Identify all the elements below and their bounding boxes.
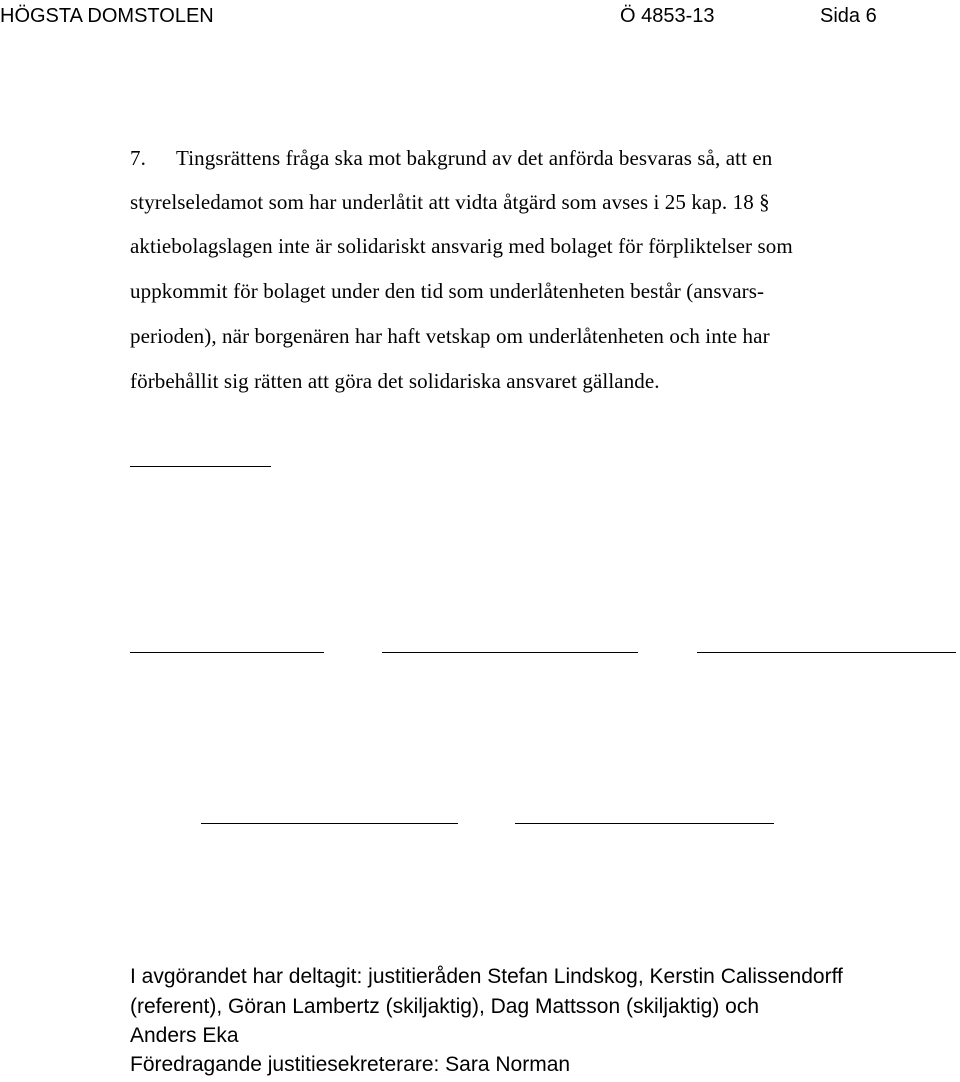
- footer-line: I avgörandet har deltagit: justitieråden Stefan Lindskog, Kerstin Calissendorff: [130, 965, 843, 988]
- paragraph-line: uppkommit för bolaget under den tid som underlåtenheten består (ansvars-: [130, 279, 765, 303]
- paragraph-number: 7.: [130, 146, 146, 170]
- paragraph-line: aktiebolagslagen inte är solidariskt ansvarig med bolaget för förpliktelser som: [130, 234, 793, 258]
- footer-line: (referent), Göran Lambertz (skiljaktig), Dag Mattsson (skiljaktig) och: [130, 995, 760, 1018]
- paragraph-line: förbehållit sig rätten att göra det solidariska ansvaret gällande.: [130, 369, 660, 393]
- paragraph-7: [130, 143, 920, 403]
- signature-line: [382, 652, 638, 653]
- signature-line: [130, 652, 324, 653]
- page-number: Sida 6: [820, 5, 877, 27]
- footer-line: Föredragande justitiesekreterare: Sara Norman: [130, 1053, 571, 1076]
- paragraph-line-text: Tingsrättens fråga ska mot bakgrund av det anförda besvaras så, att en: [176, 146, 773, 170]
- paragraph-line: styrelseledamot som har underlåtit att vidta åtgärd som avses i 25 kap. 18 §: [130, 190, 770, 214]
- signature-line: [201, 823, 458, 824]
- separator-line: [130, 466, 271, 467]
- signature-line: [697, 652, 956, 653]
- footer-line: Anders Eka: [130, 1024, 239, 1047]
- court-name: HÖGSTA DOMSTOLEN: [0, 5, 214, 27]
- case-number: Ö 4853-13: [620, 5, 715, 27]
- paragraph-line: perioden), när borgenären har haft vetskap om underlåtenheten och inte har: [130, 324, 770, 348]
- signature-line: [515, 823, 774, 824]
